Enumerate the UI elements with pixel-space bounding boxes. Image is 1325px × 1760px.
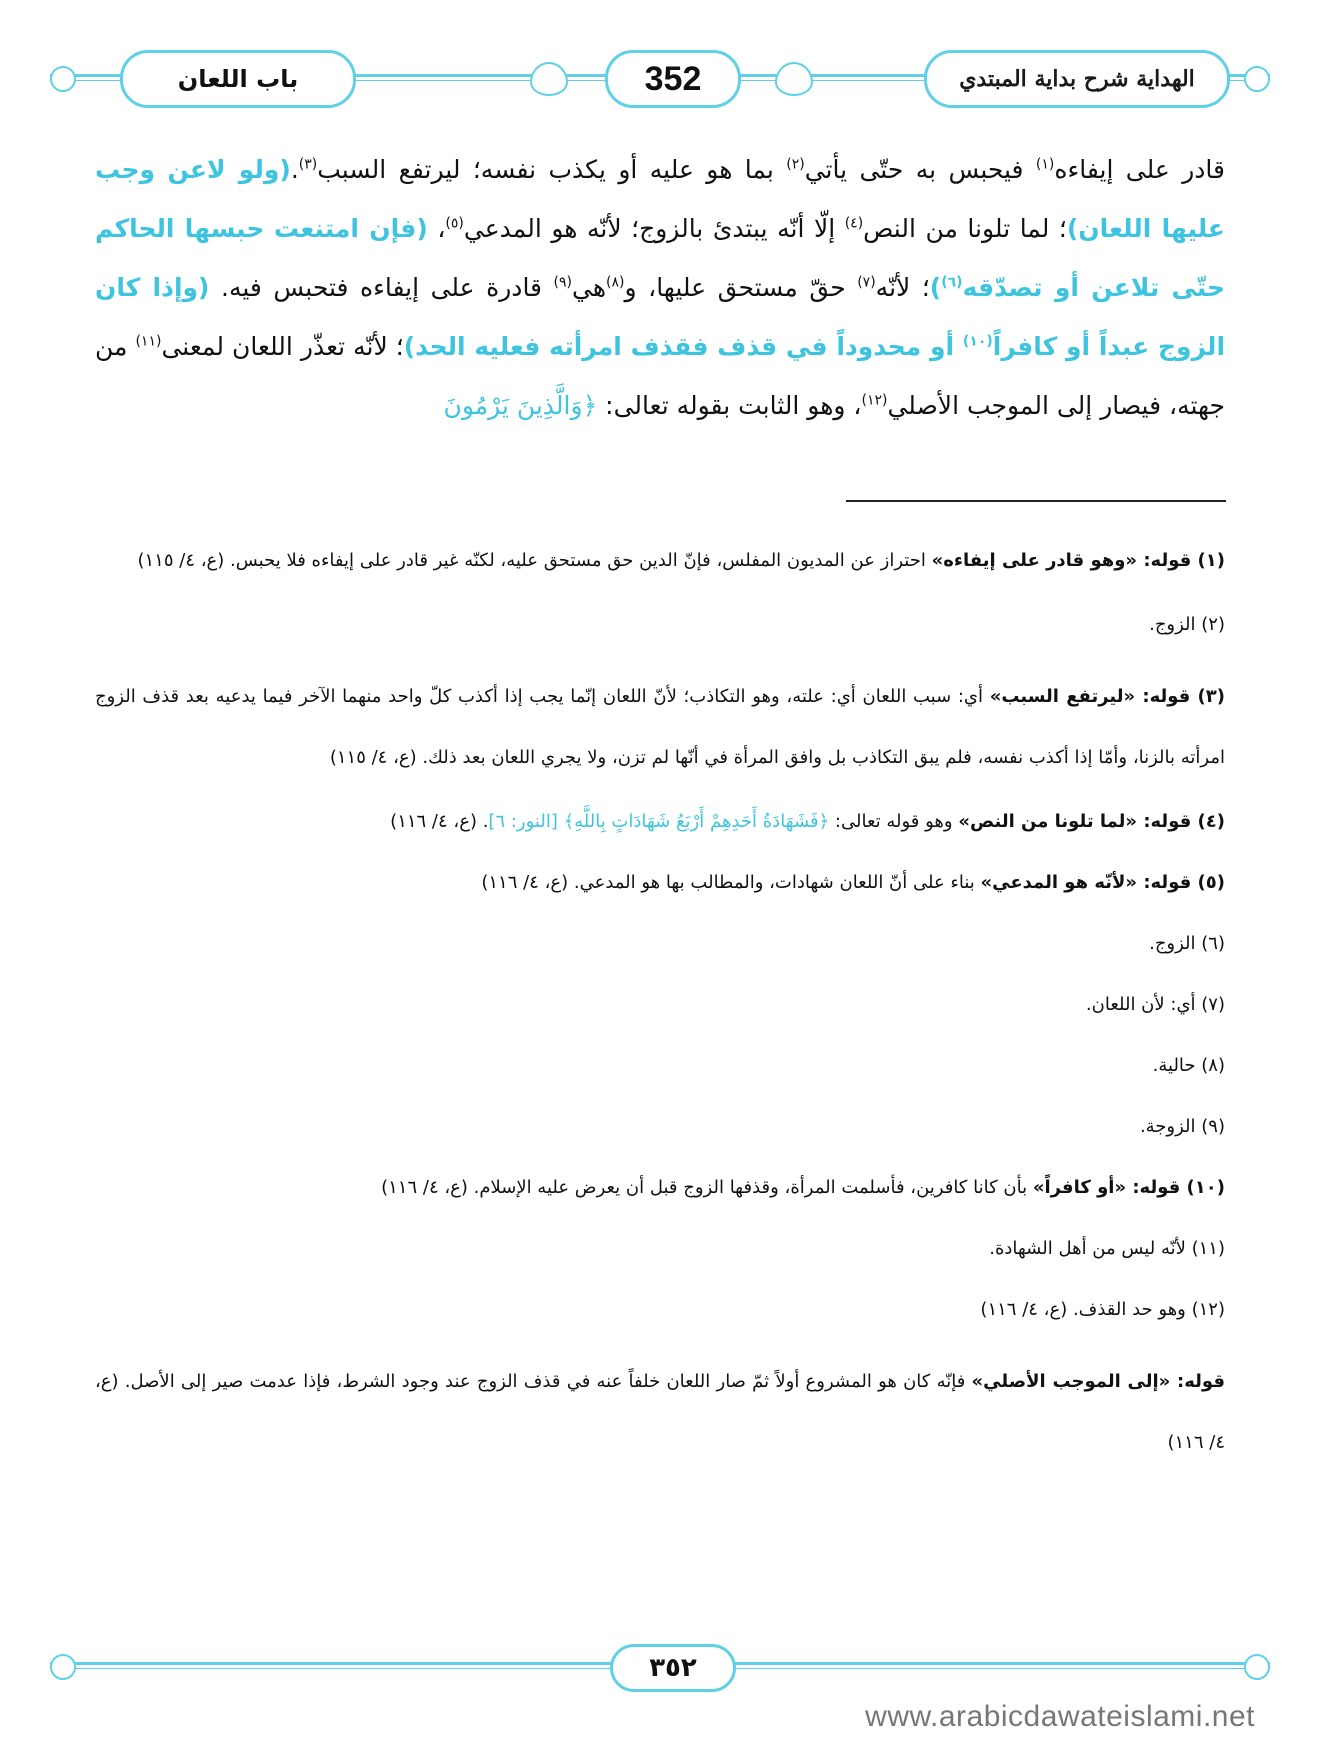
ornament-icon [530,62,568,96]
footnote-text: (٢) الزوج. [1149,614,1225,635]
footnote-text: (٩) الزوجة. [1139,1116,1225,1137]
matn-text: حبسها الحاكم حتّى تلاعن أو تصدّقه [95,214,1226,302]
footer-page-number-box [610,1644,736,1692]
footnote-text: احتراز عن المديون المفلس، فإنّ الدين حق مستحق عليه، لكنّه غير قادر على إيفاءه فلا يحبس. (ع، ٤/ ١١٥) [137,550,932,571]
text-span: فيحبس به حتّى يأتي [804,155,1036,184]
footnote-ref: (١١) [135,333,162,350]
footnote-ref: (١) [1035,156,1055,173]
left-ornament-icon [50,1654,76,1680]
footnote-ref: (٣) [298,156,318,173]
footnote-heading: (٣) قوله: «ليرتفع السبب» [989,686,1225,707]
footnote-text: (١٢) وهو حد القذف. (ع، ٤/ ١١٦) [980,1299,1225,1320]
footnote-ref: (٨) [606,274,625,291]
page-header [50,40,1270,110]
main-text [95,140,1225,435]
matn-text: (ولو لاعن [167,155,291,184]
chapter-title-box [120,50,356,108]
footnote-ref: (١٠) [962,333,993,350]
footnote-heading: (١٠) قوله: «أو كافراً» [1032,1177,1225,1198]
matn-text: (فإن امتنعت [273,214,428,243]
footnote-ref: (٦) [941,274,963,291]
footnote-ref: (٩) [553,274,573,291]
text-span: فتحبس فيه. [209,273,349,302]
footnote-ref: (٢) [786,156,805,173]
text-span: ؛ لأنّه [875,273,930,302]
book-title-box [924,50,1230,108]
book-title: الهداية شرح بداية المبتدي [959,66,1195,92]
footnote-7 [95,985,1225,1025]
footnote-ref: (٤) [844,215,864,232]
footnote-5 [95,863,1225,903]
chapter-title: باب اللعان [177,65,299,93]
footnote-13 [95,1351,1225,1473]
page-number-box [605,50,741,108]
matn-text: (وإذا كان الزوج عبداً أو كافراً [95,273,1226,361]
text-span: ، وهو الثابت بقوله تعالى: [597,391,862,420]
footnote-9 [95,1107,1225,1147]
footnote-1 [95,530,1225,591]
footnote-text: بأن كانا كافرين، فأسلمت المرأة، وقذفها الزوج قبل أن يعرض عليه الإسلام. (ع، ٤/ ١١٦) [381,1177,1033,1198]
matn-text: ) [929,273,942,302]
matn-text: وجب عليها اللعان) [95,155,1225,243]
ornament-icon [775,62,813,96]
text-span: من جهته، فيصار إلى الموجب الأصلي [95,332,1225,420]
right-ornament-icon [1244,66,1270,92]
footnote-text: وهو قوله تعالى: [829,811,959,832]
footnote-3 [95,666,1225,788]
website-url[interactable]: www.arabicdawateislami.net [865,1700,1255,1733]
text-span: ، [427,214,446,243]
footnote-text: بناء على أنّ اللعان شهادات، والمطالب بها هو المدعي. (ع، ٤/ ١١٦) [481,872,981,893]
footnote-heading: قوله: «إلى الموجب الأصلي» [971,1371,1225,1392]
text-span: قادر على إيفاءه [1054,155,1225,184]
text-span: ؛ لأنّه تعذّر [300,332,404,361]
footnote-text: أي: سبب اللعان أي: علته، وهو التكاذب؛ لأنّ اللعان إنّما يجب إذا أكذب كلّ واحد منهما الآخر فيما يدعيه بعد قذف الزوج امرأته بالزنا، وأمّا إذا أكذب نفسه، فلم يبق التكاذب بل وافق المرأة في أنّها لم تزن، ولا يجري اللعان بعد ذلك. (ع، ٤/ ١١٥) [95,686,1225,768]
footnote-heading: (٥) قوله: «لأنّه هو المدعي» [980,872,1225,893]
footnote-text: (١١) لأنّه ليس من أهل الشهادة. [989,1238,1225,1259]
matn-text: أو محدوداً في قذف فقذف امرأته فعليه الحد) [403,332,963,361]
page-footer [50,1640,1270,1690]
footnote-4 [95,802,1225,842]
footnote-ref: (٥) [445,215,464,232]
left-ornament-icon [50,66,76,92]
footnote-ref: (١٢) [861,392,888,409]
footnote-ref: (٧) [857,274,876,291]
footnote-8 [95,1046,1225,1086]
text-span: قادرة على إيفاءه [360,273,554,302]
text-span: حقّ مستحق عليها، و [624,273,858,302]
footnote-separator [846,500,1226,502]
text-span: إلّا أنّه يبتدئ بالزوج؛ لأنّه هو المدعي [463,214,845,243]
footnote-text: فإنّه كان هو المشروع أولاً ثمّ صار اللعان خلفاً عنه في قذف الزوج عند وجود الشرط، فإذا عدمت صير إلى الأصل. (ع، ٤/ ١١٦) [95,1371,1225,1453]
footnote-text: . (ع، ٤/ ١١٦) [390,811,489,832]
text-span: اللعان لمعنى [161,332,293,361]
footnote-heading: (١) قوله: «وهو قادر على إيفاءه» [931,550,1225,571]
text-span: . [290,155,299,184]
quran-verse: ﴿فَشَهَادَةُ أَحَدِهِمْ أَرْبَعُ شَهَادَاتٍ بِاللَّهِ﴾ [النور: ٦] [488,811,830,832]
right-ornament-icon [1244,1654,1270,1680]
footnote-11 [95,1229,1225,1269]
footnote-text: (٨) حالية. [1152,1055,1225,1076]
footnote-10 [95,1168,1225,1208]
footnote-6 [95,924,1225,964]
footnote-heading: (٤) قوله: «لما تلونا من النص» [958,811,1225,832]
text-span: ؛ لما تلونا من النص [863,214,1067,243]
footnote-2 [95,605,1225,645]
footnotes [95,530,1225,1473]
footer-page-number: ٣٥٢ [649,1653,697,1683]
quran-verse: ﴿وَالَّذِينَ يَرْمُونَ [443,391,598,420]
text-span: بما هو عليه أو يكذب نفسه؛ ليرتفع السبب [317,155,787,184]
text-span: هي [572,273,607,302]
footnote-text: (٧) أي: لأن اللعان. [1085,994,1225,1015]
footnote-12 [95,1290,1225,1330]
page-number: 352 [644,59,702,98]
footnote-text: (٦) الزوج. [1149,933,1225,954]
